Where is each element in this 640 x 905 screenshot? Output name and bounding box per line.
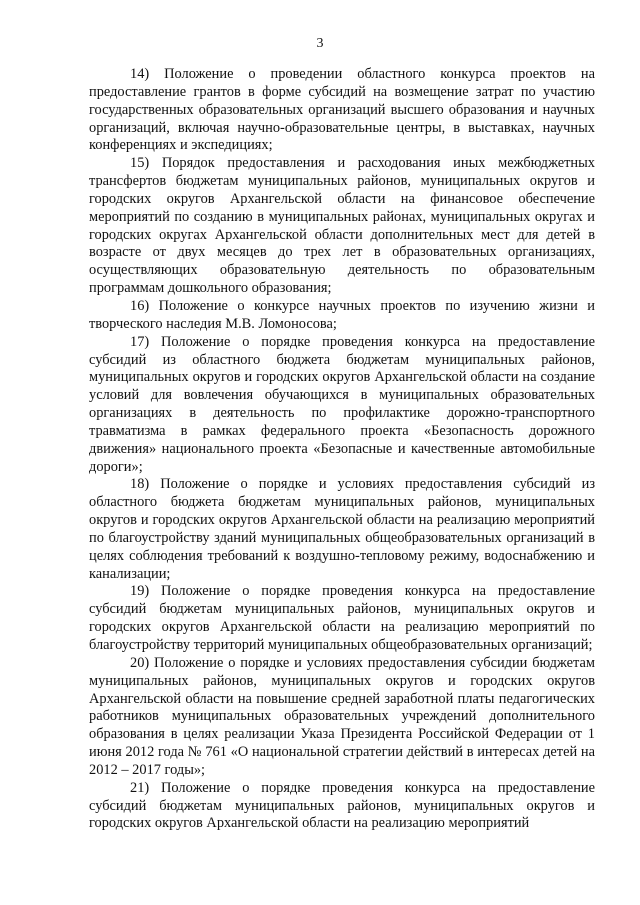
page-number: 3 [316, 36, 324, 51]
document-body [89, 66, 595, 833]
list-item-18: 18) Положение о порядке и условиях предоставления субсидий из областного бюджета бюджетам муниципальных районов, муниципальных округов и городских округов Архангельской области на реализацию мероприятий по благоустройству зданий муниципальных общеобразовательных организаций в целях соблюдения требований к воздушно-тепловому режиму, водоснабжению и канализации; [89, 476, 595, 582]
list-item-16: 16) Положение о конкурсе научных проектов по изучению жизни и творческого наследия М.В. Ломоносова; [89, 297, 595, 332]
list-item-15: 15) Порядок предоставления и расходования иных межбюджетных трансфертов бюджетам муниципальных районов, муниципальных округов и городских округов Архангельской области на финансовое обеспечение мероприятий по созданию в муниципальных районах, муниципальных округах и городских округах Архангельской области дополнительных мест для детей в возрасте от двух месяцев до трех лет в образовательных организациях, осуществляющих образовательную деятельность по образовательным программам дошкольного образования; [89, 155, 595, 297]
list-item-17: 17) Положение о порядке проведения конкурса на предоставление субсидий из областного бюджета бюджетам муниципальных районов, муниципальных округов и городских округов Архангельской области на создание условий для вовлечения обучающихся в муниципальных образовательных организациях в деятельность по профилактике дорожно-транспортного травматизма в рамках федерального проекта «Безопасность дорожного движения» национального проекта «Безопасные и качественные автомобильные дороги»; [89, 333, 595, 475]
list-item-20: 20) Положение о порядке и условиях предоставления субсидии бюджетам муниципальных районов, муниципальных округов и городских округов Архангельской области на повышение средней заработной платы педагогических работников муниципальных образовательных учреждений дополнительного образования в целях реализации Указа Президента Российской Федерации от 1 июня 2012 года № 761 «О национальной стратегии действий в интересах детей на 2012 – 2017 годы»; [89, 654, 595, 778]
list-item-21: 21) Положение о порядке проведения конкурса на предоставление субсидий бюджетам муниципальных районов, муниципальных округов и городских округов Архангельской области на реализацию мероприятий [89, 779, 595, 832]
list-item-19: 19) Положение о порядке проведения конкурса на предоставление субсидий бюджетам муниципальных районов, муниципальных округов и городских округов Архангельской области на реализацию мероприятий по благоустройству территорий муниципальных общеобразовательных организаций; [89, 583, 595, 653]
list-item-14: 14) Положение о проведении областного конкурса проектов на предоставление грантов в форме субсидий на возмещение затрат по участию государственных образовательных организаций высшего образования и научных организаций, включая научно-образовательные центры, в выставках, научных конференциях и экспедициях; [89, 66, 595, 154]
